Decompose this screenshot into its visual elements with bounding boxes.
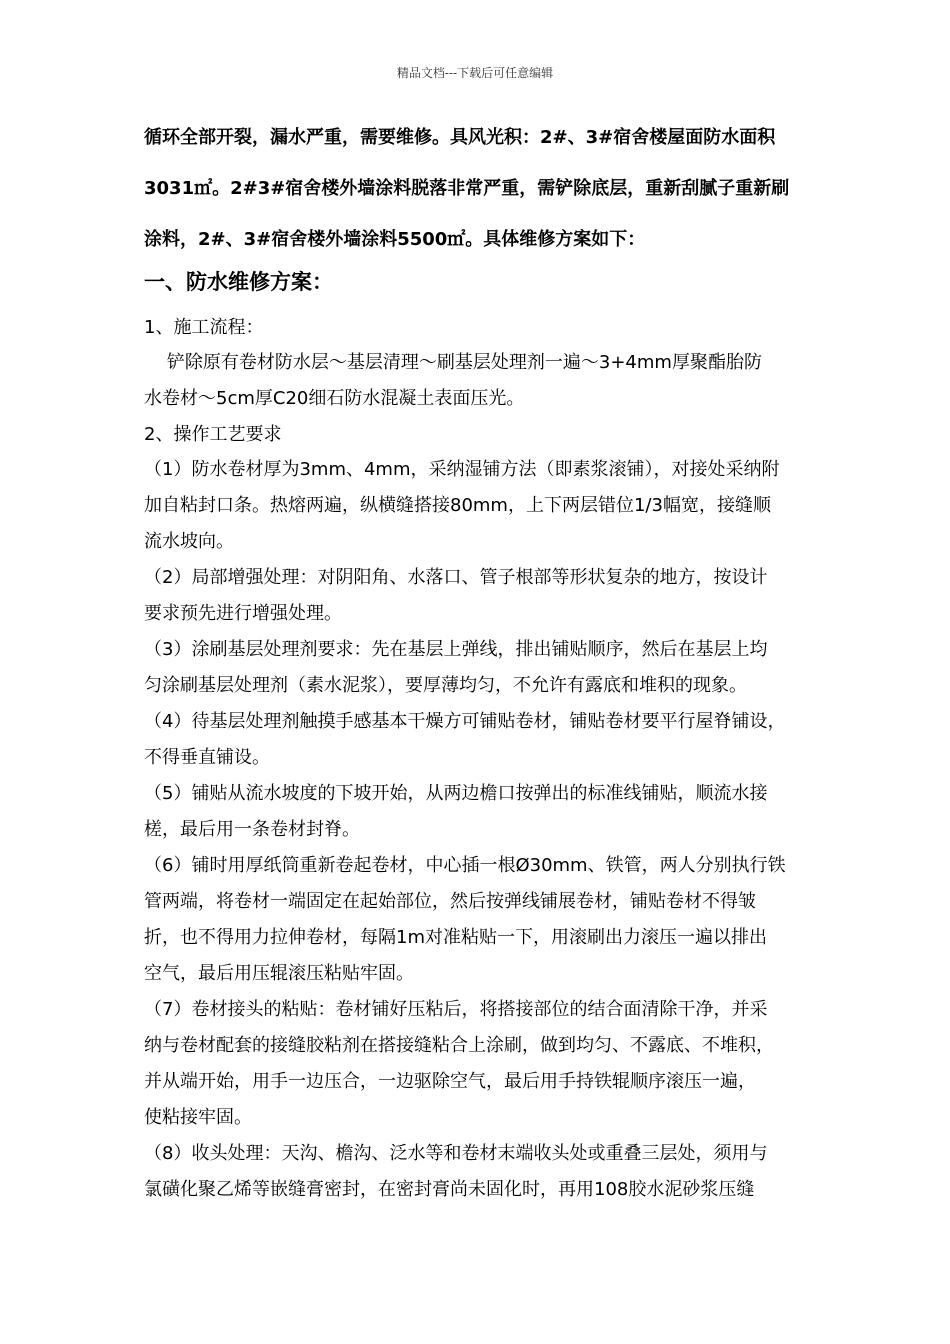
intro-line-3: 涂料，2#、3#宿舍楼外墙涂料5500㎡。具体维修方案如下： [144, 229, 646, 250]
body-line: 使粘接牢固。 [144, 1107, 252, 1128]
body-line: 1、施工流程： [144, 317, 264, 338]
body-line: 管两端，将卷材一端固定在起始部位，然后按弹线铺展卷材，铺贴卷材不得皱 [144, 891, 756, 912]
body-line: （3）涂刷基层处理剂要求：先在基层上弹线，排出铺贴顺序，然后在基层上均 [144, 639, 768, 660]
body-line: （4）待基层处理剂触摸手感基本干燥方可铺贴卷材，铺贴卷材要平行屋脊铺设， [144, 711, 786, 732]
intro-line-2: 3031㎡。2#3#宿舍楼外墙涂料脱落非常严重，需铲除底层，重新刮腻子重新刷 [144, 178, 790, 199]
body-line: 匀涂刷基层处理剂（素水泥浆），要厚薄均匀，不允许有露底和堆积的现象。 [144, 675, 747, 696]
body-line: （8）收头处理：天沟、檐沟、泛水等和卷材末端收头处或重叠三层处，须用与 [144, 1143, 768, 1164]
body-line: 铲除原有卷材防水层～基层清理～刷基层处理剂一遍～3+4mm厚聚酯胎防 [144, 352, 762, 373]
page-header: 精品文档---下载后可任意编辑 [396, 66, 554, 80]
body-line: 并从端开始，用手一边压合，一边驱除空气，最后用手持铁辊顺序滚压一遍， [144, 1071, 756, 1092]
body-line: 要求预先进行增强处理。 [144, 603, 342, 624]
intro-line-1: 循环全部开裂，漏水严重，需要维修。具风光积：2#、3#宿舍楼屋面防水面积 [144, 127, 776, 148]
body-line: 空气，最后用压辊滚压粘贴牢固。 [144, 963, 414, 984]
body-line: 流水坡向。 [144, 531, 234, 552]
body-line: （1）防水卷材厚为3mm、4mm，采纳湿铺方法（即素浆滚铺），对接处采纳附 [144, 459, 780, 480]
body-line: 加自粘封口条。热熔两遍，纵横缝搭接80mm，上下两层错位1/3幅宽，接缝顺 [144, 495, 771, 516]
section-title: 一、防水维修方案： [144, 270, 333, 294]
body-line: 水卷材～5cm厚C20细石防水混凝土表面压光。 [144, 388, 525, 409]
body-line: 纳与卷材配套的接缝胶粘剂在搭接缝粘合上涂刷，做到均匀、不露底、不堆积， [144, 1035, 774, 1056]
body-line: 2、操作工艺要求 [144, 424, 282, 445]
body-line: （6）铺时用厚纸筒重新卷起卷材，中心插一根Ø30mm、铁管，两人分别执行铁 [144, 855, 786, 876]
body-line: （2）局部增强处理：对阴阳角、水落口、管子根部等形状复杂的地方，按设计 [144, 567, 768, 588]
body-line: 氯磺化聚乙烯等嵌缝膏密封，在密封膏尚未固化时，再用108胶水泥砂浆压缝 [144, 1179, 755, 1200]
body-line: （7）卷材接头的粘贴：卷材铺好压粘后，将搭接部位的结合面清除干净，并采 [144, 999, 768, 1020]
body-line: （5）铺贴从流水坡度的下坡开始，从两边檐口按弹出的标准线铺贴，顺流水接 [144, 783, 768, 804]
body-line: 不得垂直铺设。 [144, 747, 270, 768]
body-line: 折，也不得用力拉伸卷材，每隔1m对准粘贴一下，用滚刷出力滚压一遍以排出 [144, 927, 767, 948]
body-line: 槎，最后用一条卷材封脊。 [144, 819, 360, 840]
